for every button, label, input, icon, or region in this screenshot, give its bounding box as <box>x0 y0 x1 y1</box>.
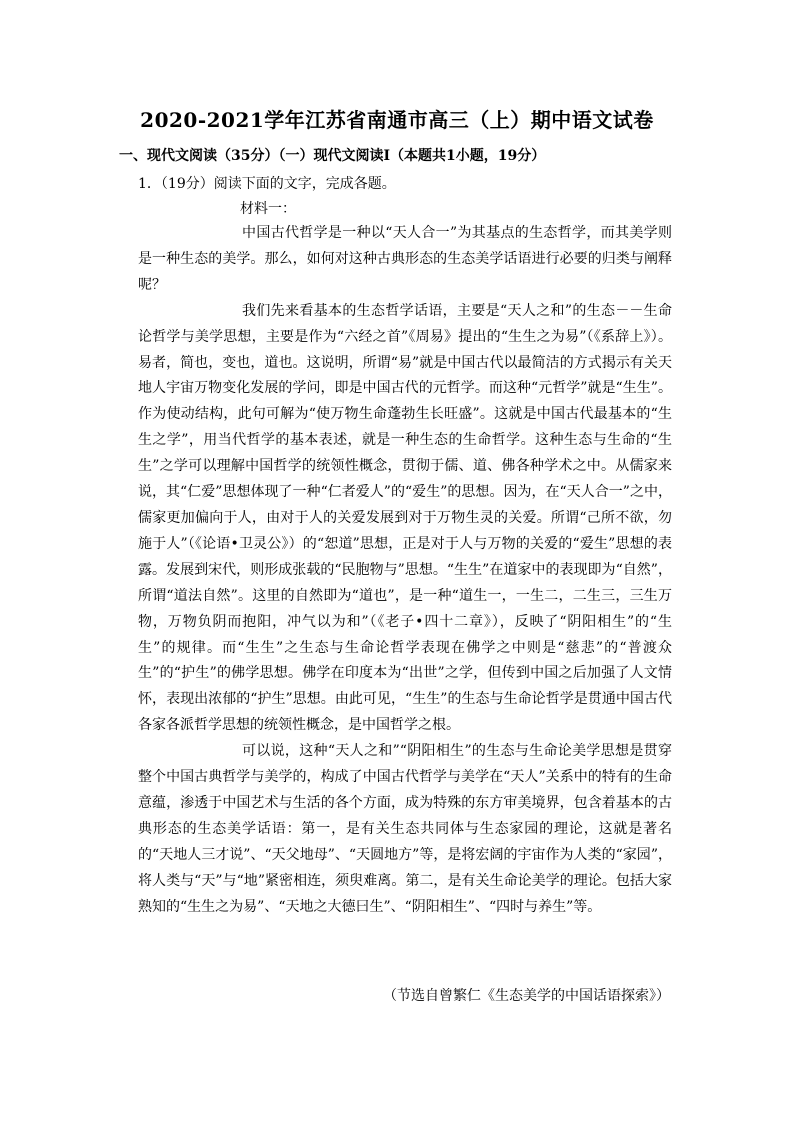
material-label: 材料一： <box>240 201 296 217</box>
reading-passage <box>138 221 672 920</box>
passage-paragraph-2: 我们先来看基本的生态哲学话语，主要是“天人之和”的生态－－生命论哲学与美学思想，主要是作为“六经之首”《周易》提出的“生生之为易”（《系辞上》）。易者，简也，变也，道也。这说明，所谓“易”就是中国古代以最简洁的方式揭示有关天地人宇宙万物变化发展的学问，即是中国古代的元哲学。而这种“元哲学”就是“生生”。作为使动结构，此句可解为“使万物生命蓬勃生长旺盛”。这就是中国古代最基本的“生生之学”，用当代哲学的基本表述，就是一种生态的生命哲学。这种生态与生命的“生生”之学可以理解中国哲学的统领性概念，贯彻于儒、道、佛各种学术之中。从儒家来说，其“仁爱”思想体现了一种“仁者爱人”的“爱生”的思想。因为，在“天人合一”之中，儒家更加偏向于人，由对于人的关爱发展到对于万物生灵的关爱。所谓“己所不欲，勿施于人”（《论语•卫灵公》）的“恕道”思想，正是对于人与万物的关爱的“爱生”思想的表露。发展到宋代，则形成张载的“民胞物与”思想。“生生”在道家中的表现即为“自然”，所谓“道法自然”。这里的自然即为“道也”，是一种“道生一，一生二，二生三，三生万物，万物负阴而抱阳，冲气以为和”（《老子•四十二章》），反映了“阴阳相生”的“生生”的规律。而“生生”之生态与生命论哲学表现在佛学之中则是“慈悲”的“普渡众生”的“护生”的佛学思想。佛学在印度本为“出世”之学，但传到中国之后加强了人文情怀，表现出浓郁的“护生”思想。由此可见，“生生”的生态与生命论哲学是贯通中国古代各家各派哲学思想的统领性概念，是中国哲学之根。 <box>138 302 672 734</box>
passage-paragraph-1: 中国古代哲学是一种以“天人合一”为其基点的生态哲学，而其美学则是一种生态的美学。那么，如何对这种古典形态的生态美学话语进行必要的归类与阐释呢？ <box>138 225 672 293</box>
source-citation: （节选自曾繁仁《生态美学的中国话语探索》） <box>383 988 670 1004</box>
page-title: 2020-2021学年江苏省南通市高三（上）期中语文试卷 <box>140 108 654 132</box>
question-intro: 1．（19分）阅读下面的文字，完成各题。 <box>138 176 396 192</box>
section-heading: 一、现代文阅读（35分）（一）现代文阅读Ⅰ（本题共1小题，19分） <box>119 148 546 164</box>
passage-paragraph-3: 可以说，这种“天人之和”“阴阳相生”的生态与生命论美学思想是贯穿整个中国古典哲学与美学的，构成了中国古代哲学与美学在“天人”关系中的特有的生命意蕴，渗透于中国艺术与生活的各个方面，成为特殊的东方审美境界，包含着基本的古典形态的生态美学话语：第一，是有关生态共同体与生态家园的理论，这就是著名的“天地人三才说”、“天父地母”、“天圆地方”等，是将宏阔的宇宙作为人类的“家园”，将人类与“天”与“地”紧密相连，须臾难离。第二，是有关生命论美学的理论。包括大家熟知的“生生之为易”、“天地之大德曰生”、“阴阳相生”、“四时与养生”等。 <box>138 743 672 915</box>
